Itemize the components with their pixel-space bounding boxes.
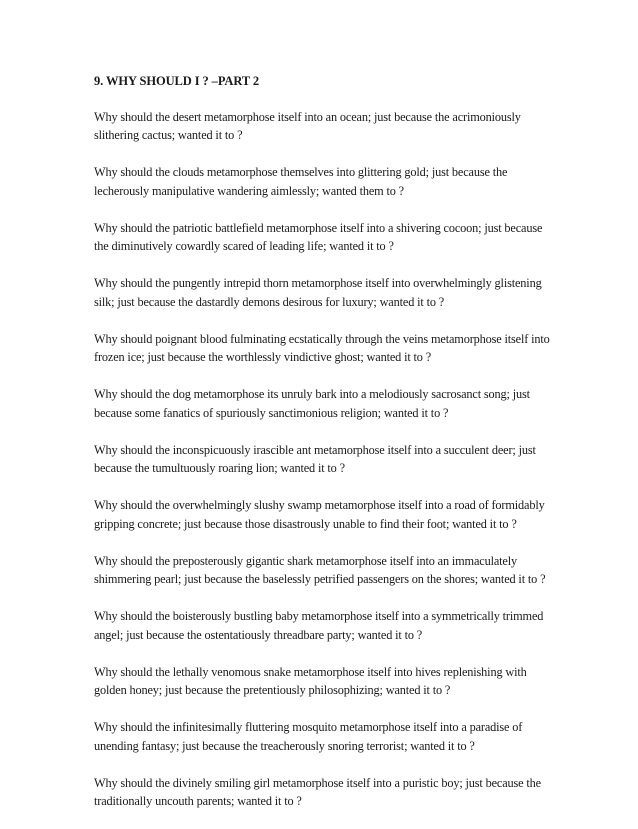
paragraph-4: Why should the pungently intrepid thorn metamorphose itself into overwhelmingly glistening silk; just because the dastardly demons desirous for luxury; wanted it to ? (94, 276, 542, 309)
paragraph-10: Why should the boisterously bustling baby metamorphose itself into a symmetrically trimmed angel; just because the ostentatiously threadbare party; wanted it to ? (94, 609, 544, 642)
paragraph-13: Why should the divinely smiling girl metamorphose itself into a puristic boy; just because the traditionally uncouth parents; wanted it to ? (94, 775, 541, 808)
document-page (94, 72, 554, 829)
paragraph-6: Why should the dog metamorphose its unruly bark into a melodiously sacrosanct song; just because some fanatics of spuriously sanctimonious religion; wanted it to ? (94, 387, 530, 420)
paragraph-5: Why should poignant blood fulminating ecstatically through the veins metamorphose itself into frozen ice; just because the worthlessly vindictive ghost; wanted it to ? (94, 331, 550, 364)
paragraph-2: Why should the clouds metamorphose themselves into glittering gold; just because the lecherously manipulative wandering aimlessly; wanted them to ? (94, 165, 508, 198)
paragraph-11: Why should the lethally venomous snake metamorphose itself into hives replenishing with golden honey; just because the pretentiously philosophizing; wanted it to ? (94, 664, 527, 697)
paragraph-7: Why should the inconspicuously irascible ant metamorphose itself into a succulent deer; just because the tumultuously roaring lion; wanted it to ? (94, 442, 536, 475)
document-title: 9. WHY SHOULD I ? –PART 2 (94, 74, 260, 88)
paragraph-1: Why should the desert metamorphose itself into an ocean; just because the acrimoniously slithering cactus; wanted it to ? (94, 109, 521, 142)
paragraph-9: Why should the preposterously gigantic shark metamorphose itself into an immaculately shimmering pearl; just because the baselessly petrified passengers on the shores; wanted it to ? (94, 553, 546, 586)
paragraph-8: Why should the overwhelmingly slushy swamp metamorphose itself into a road of formidably gripping concrete; just because those disastrously unable to find their foot; wanted it to ? (94, 498, 545, 531)
paragraph-3: Why should the patriotic battlefield metamorphose itself into a shivering cocoon; just because the diminutively cowardly scared of leading life; wanted it to ? (94, 220, 543, 253)
paragraph-12: Why should the infinitesimally fluttering mosquito metamorphose itself into a paradise of unending fantasy; just because the treacherously snoring terrorist; wanted it to ? (94, 720, 523, 753)
